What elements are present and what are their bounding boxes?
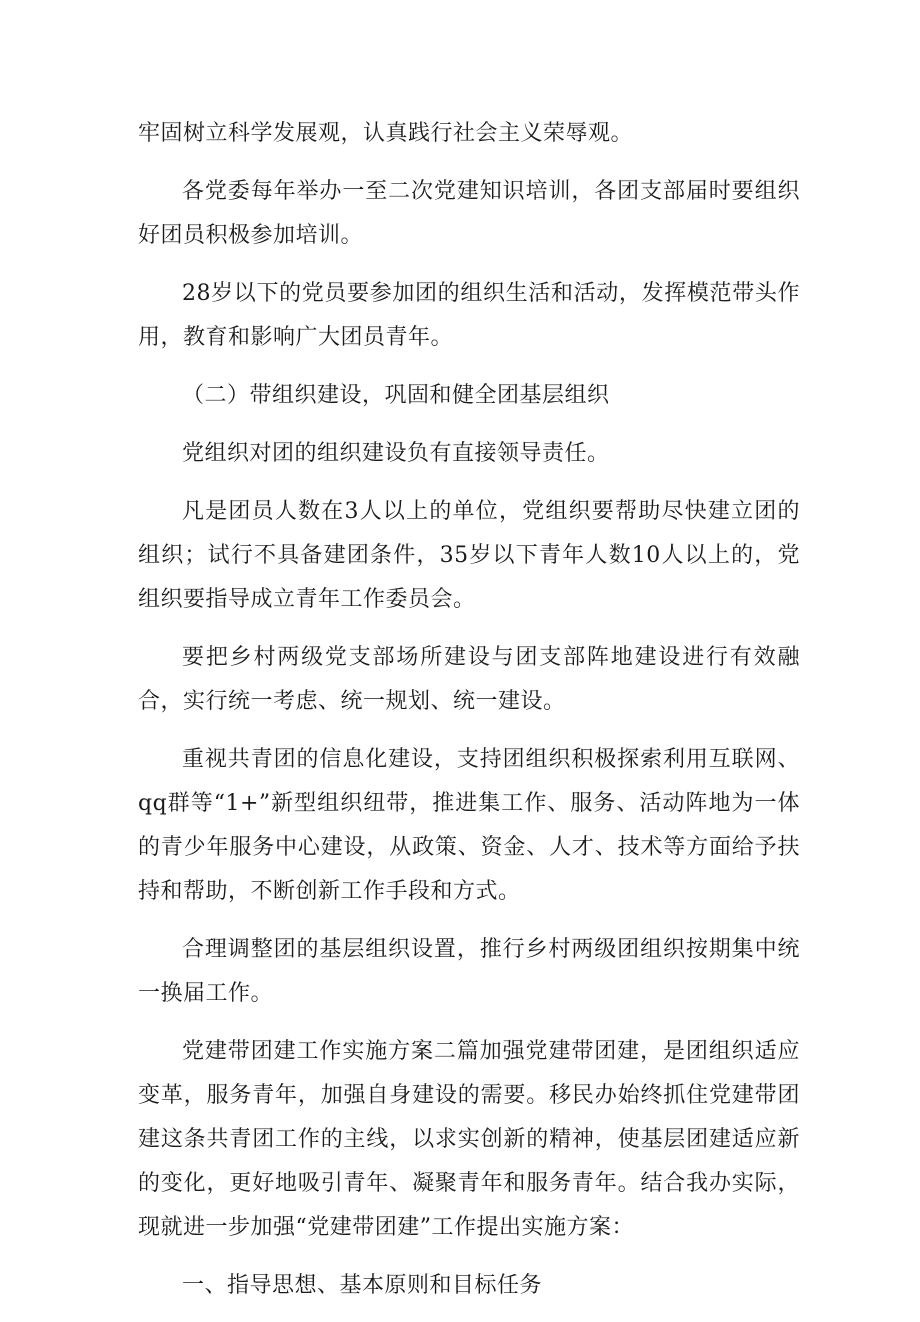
document-body	[138, 112, 800, 1322]
paragraph-leadership: 党组织对团的组织建设负有直接领导责任。	[182, 441, 610, 466]
section-heading-organization: （二）带组织建设，巩固和健全团基层组织	[182, 383, 610, 408]
section-heading-guiding-ideology: 一、指导思想、基本原则和目标任务	[182, 1273, 543, 1298]
paragraph-training: 各党委每年举办一至二次党建知识培训，各团支部届时要组织好团员积极参加培训。	[138, 179, 800, 248]
paragraph-party-members: 28岁以下的党员要参加团的组织生活和活动，发挥模范带头作用，教育和影响广大团员青年。	[138, 281, 800, 350]
paragraph-establish-organization: 凡是团员人数在3人以上的单位，党组织要帮助尽快建立团的组织；试行不具备建团条件，35岁以下青年人数10人以上的，党组织要指导成立青年工作委员会。	[138, 499, 800, 612]
paragraph-informatization: 重视共青团的信息化建设，支持团组织积极探索利用互联网、qq群等“1+”新型组织纽带，推进集工作、服务、活动阵地为一体的青少年服务中心建设，从政策、资金、人才、技术等方面给予扶持和帮助，不断创新工作手段和方式。	[138, 747, 800, 904]
paragraph-continuation: 牢固树立科学发展观，认真践行社会主义荣辱观。	[138, 121, 634, 146]
paragraph-integration: 要把乡村两级党支部场所建设与团支部阵地建设进行有效融合，实行统一考虑、统一规划、统一建设。	[138, 645, 800, 714]
paragraph-adjustment: 合理调整团的基层组织设置，推行乡村两级团组织按期集中统一换届工作。	[138, 937, 800, 1006]
paragraph-implementation-plan: 党建带团建工作实施方案二篇加强党建带团建，是团组织适应变革，服务青年，加强自身建设的需要。移民办始终抓住党建带团建这条共青团工作的主线，以求实创新的精神，使基层团建适应新的变化，更好地吸引青年、凝聚青年和服务青年。结合我办实际，现就进一步加强“党建带团建”工作提出实施方案：	[138, 1039, 800, 1240]
